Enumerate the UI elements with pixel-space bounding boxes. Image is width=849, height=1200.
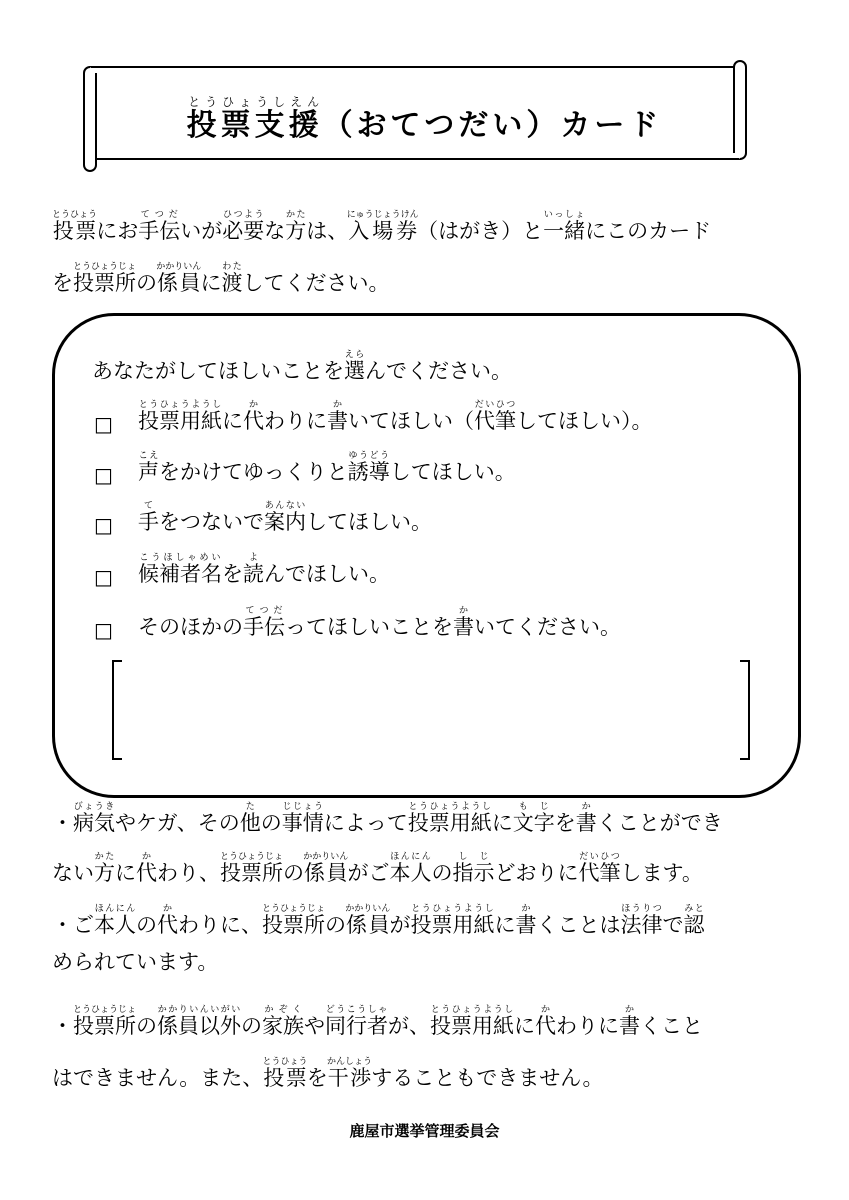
ruby-word: 係員かかりいん [345, 904, 391, 937]
text-run: がご [347, 861, 390, 885]
furigana: えら [344, 350, 365, 360]
text-run: をつないで [159, 510, 264, 534]
furigana: か [515, 904, 537, 914]
left-bracket [112, 660, 122, 760]
ruby-word: 係員以外かかりいんいがい [157, 1005, 242, 1038]
ruby-word: 代か [157, 904, 178, 937]
intro-line [52, 210, 711, 246]
furigana: ひつよう [222, 210, 265, 220]
ruby-word: 案内あんない [264, 501, 306, 534]
text-run: められています。 [52, 950, 219, 974]
text-run: をかけてゆっくりと [159, 460, 348, 484]
furigana: ほんにん [94, 904, 136, 914]
text-run: やケガ、その [115, 811, 240, 835]
note-line [52, 948, 218, 977]
text-run: ・ご [52, 913, 94, 937]
furigana: よ [243, 553, 264, 563]
option-label [138, 451, 516, 487]
ruby-word: 事情じじょう [281, 802, 324, 835]
checkbox[interactable]: □ [94, 412, 113, 436]
right-bracket [740, 660, 750, 760]
furigana: とうひょうようし [138, 400, 222, 410]
furigana: あんない [264, 501, 306, 511]
ruby-word: 書か [575, 802, 597, 835]
ruby-word: 投票所とうひょうじょ [73, 262, 137, 295]
ruby-word: 手て [138, 501, 159, 534]
text-run: することもできません。 [371, 1066, 604, 1090]
text-run: わりに [264, 409, 327, 433]
furigana: かかりいん [345, 904, 391, 914]
furigana: だいひつ [578, 852, 621, 862]
furigana: かぞく [262, 1005, 304, 1015]
ruby-word: 投票用紙とうひょうようし [138, 400, 222, 433]
text-run: ってほしいことを [285, 615, 453, 639]
text-run: な [264, 219, 286, 243]
furigana: とうひょうじょ [73, 262, 137, 272]
ruby-word: 必要ひつよう [222, 210, 265, 243]
furigana: ゆうどう [347, 451, 390, 461]
text-run: ・ [52, 811, 73, 835]
option-label [138, 400, 653, 436]
furigana: わた [221, 262, 243, 272]
note-line [52, 1057, 604, 1093]
ruby-word: 代筆だいひつ [578, 852, 621, 885]
note-line [52, 852, 703, 888]
text-run: に [494, 913, 516, 937]
furigana: ほうりつ [620, 904, 663, 914]
text-run: の [136, 271, 158, 295]
text-run: に [514, 1014, 536, 1038]
furigana: かた [285, 210, 307, 220]
furigana: てつだ [243, 606, 285, 616]
furigana: か [619, 1005, 640, 1015]
furigana: かかりいんいがい [157, 1005, 241, 1015]
furigana: びょうき [73, 802, 115, 812]
text-run: してほしい。 [306, 510, 432, 534]
ruby-word: 係員かかりいん [303, 852, 349, 885]
ruby-word: 病気びょうき [73, 802, 115, 835]
text-run: わり、 [157, 861, 220, 885]
ruby-word: 文字もじ [512, 802, 555, 835]
ruby-word: 本人ほんにん [389, 852, 432, 885]
text-run: にこのカード [585, 219, 712, 243]
text-run: くことは [536, 913, 621, 937]
furigana: とうひょうしえん [186, 95, 323, 109]
text-run: の [283, 861, 305, 885]
text-run: そのほかの [138, 615, 243, 639]
furigana: もじ [512, 802, 555, 812]
ruby-word: 書か [327, 400, 348, 433]
furigana: か [157, 904, 178, 914]
furigana: しじ [452, 852, 495, 862]
text-run: の [136, 913, 157, 937]
furigana: こうほしゃめい [138, 553, 222, 563]
text-run: の [431, 861, 453, 885]
ruby-word: 投票支援とうひょうしえん [186, 95, 323, 143]
ruby-word: 誘導ゆうどう [347, 451, 390, 484]
ruby-word: 入場券にゅうじょうけん [346, 210, 419, 243]
text-run: くこと [640, 1014, 704, 1038]
text-run: いてください。 [474, 615, 621, 639]
text-run: に [222, 409, 243, 433]
furigana: じじょう [281, 802, 324, 812]
text-run: してほしい）。 [516, 409, 653, 433]
text-run: どおりに [494, 861, 579, 885]
text-run: に [491, 811, 513, 835]
ruby-word: 手伝てつだ [138, 210, 181, 243]
furigana: かかりいん [156, 262, 202, 272]
ruby-word: 指示しじ [452, 852, 495, 885]
text-run: で [662, 913, 684, 937]
furigana: か [243, 400, 264, 410]
issuer: 鹿屋市選挙管理委員会 [349, 1122, 500, 1140]
furigana: とうひょうじょ [220, 852, 284, 862]
text-run: の [241, 1014, 263, 1038]
page-title [0, 95, 849, 144]
furigana: とうひょうじょ [262, 904, 326, 914]
text-run: んでください。 [365, 359, 512, 383]
text-run: わりに、 [178, 913, 262, 937]
text-run: に [200, 271, 222, 295]
option-label [138, 501, 432, 537]
furigana: とうひょうようし [430, 1005, 514, 1015]
ruby-word: 投票用紙とうひょうようし [410, 904, 495, 937]
checkbox[interactable]: □ [94, 513, 113, 537]
furigana: てつだ [138, 210, 181, 220]
furigana: とうひょう [262, 1057, 308, 1067]
furigana: かんしょう [327, 1057, 373, 1067]
ruby-word: 方かた [94, 852, 115, 885]
text-run: を [306, 1066, 328, 1090]
checkbox[interactable]: □ [94, 463, 113, 487]
note-line [52, 904, 705, 940]
furigana: とうひょうようし [410, 904, 495, 914]
ruby-word: 同行者どうこうしゃ [325, 1005, 389, 1038]
ruby-word: 候補者名こうほしゃめい [138, 553, 222, 586]
ruby-word: 書か [619, 1005, 641, 1038]
text-run: の [260, 811, 282, 835]
option-label [138, 606, 621, 642]
furigana: か [575, 802, 597, 812]
text-run: （はがき）と [417, 219, 544, 243]
ruby-word: 家族かぞく [262, 1005, 305, 1038]
checkbox[interactable]: □ [94, 565, 113, 589]
text-run: してください。 [242, 271, 390, 295]
furigana: か [535, 1005, 556, 1015]
text-run: を [554, 811, 576, 835]
ruby-word: 代か [535, 1005, 557, 1038]
option-label [138, 553, 390, 589]
furigana: か [453, 606, 474, 616]
furigana: にゅうじょうけん [346, 210, 419, 220]
text-run: にお [96, 219, 139, 243]
ruby-word: 係員かかりいん [156, 262, 202, 295]
furigana: かかりいん [303, 852, 349, 862]
ruby-word: 他た [239, 802, 261, 835]
note-line [52, 802, 723, 838]
text-run: わりに [556, 1014, 620, 1038]
text-run: してほしい。 [389, 460, 516, 484]
panel-heading [92, 350, 512, 386]
text-run: んでほしい。 [264, 562, 390, 586]
furigana: て [138, 501, 159, 511]
ruby-word: 投票用紙とうひょうようし [407, 802, 492, 835]
furigana: とうひょう [52, 210, 98, 220]
text-run: はできません。また、 [52, 1066, 264, 1090]
text-run: いが [180, 219, 223, 243]
ruby-word: 書か [453, 606, 474, 639]
intro-line [52, 262, 390, 298]
furigana: か [327, 400, 348, 410]
furigana: かた [94, 852, 115, 862]
text-run: の [136, 1014, 158, 1038]
ruby-word: 投票とうひょう [52, 210, 98, 243]
text-run: や [304, 1014, 326, 1038]
ruby-word: 渡わた [221, 262, 243, 295]
text-run: は、 [306, 219, 349, 243]
text-run: くことができ [596, 811, 723, 835]
text-run: します。 [620, 861, 703, 885]
checkbox[interactable]: □ [94, 618, 113, 642]
ruby-word: 投票所とうひょうじょ [73, 1005, 137, 1038]
furigana: ほんにん [389, 852, 432, 862]
ruby-word: 投票所とうひょうじょ [262, 904, 326, 937]
ruby-word: 本人ほんにん [94, 904, 136, 937]
furigana: どうこうしゃ [325, 1005, 388, 1015]
ruby-word: 書か [515, 904, 537, 937]
furigana: とうひょうじょ [73, 1005, 137, 1015]
ruby-word: 代か [136, 852, 157, 885]
furigana: だいひつ [474, 400, 516, 410]
ruby-word: 代か [243, 400, 264, 433]
ruby-word: 一緒いっしょ [543, 210, 586, 243]
furigana: とうひょうようし [407, 802, 492, 812]
ruby-word: 選えら [344, 350, 365, 383]
text-run: あなたがしてほしいことを [92, 359, 344, 383]
text-run: いてほしい（ [348, 409, 474, 433]
text-run: に [115, 861, 136, 885]
ruby-word: 投票所とうひょうじょ [220, 852, 284, 885]
ruby-word: 声こえ [138, 451, 159, 484]
ruby-word: 読よ [243, 553, 264, 586]
furigana: た [239, 802, 261, 812]
text-run: が [389, 913, 411, 937]
ruby-word: 投票とうひょう [262, 1057, 308, 1090]
furigana: いっしょ [543, 210, 586, 220]
furigana: こえ [138, 451, 159, 461]
ruby-word: 法律ほうりつ [620, 904, 663, 937]
ruby-word: 方かた [285, 210, 307, 243]
text-run: を [222, 562, 243, 586]
text-run: （おてつだい）カード [322, 108, 663, 143]
text-run: の [325, 913, 347, 937]
note-line [52, 1005, 703, 1041]
furigana: みと [683, 904, 705, 914]
text-run: ・ [52, 1014, 73, 1038]
text-run: が、 [388, 1014, 431, 1038]
ruby-word: 干渉かんしょう [327, 1057, 373, 1090]
furigana: か [136, 852, 157, 862]
text-run: によって [323, 811, 408, 835]
ruby-word: 代筆だいひつ [474, 400, 516, 433]
text-run: を [52, 271, 73, 295]
ruby-word: 手伝てつだ [243, 606, 285, 639]
ruby-word: 認みと [683, 904, 705, 937]
ruby-word: 投票用紙とうひょうようし [430, 1005, 515, 1038]
text-run: ない [52, 861, 94, 885]
